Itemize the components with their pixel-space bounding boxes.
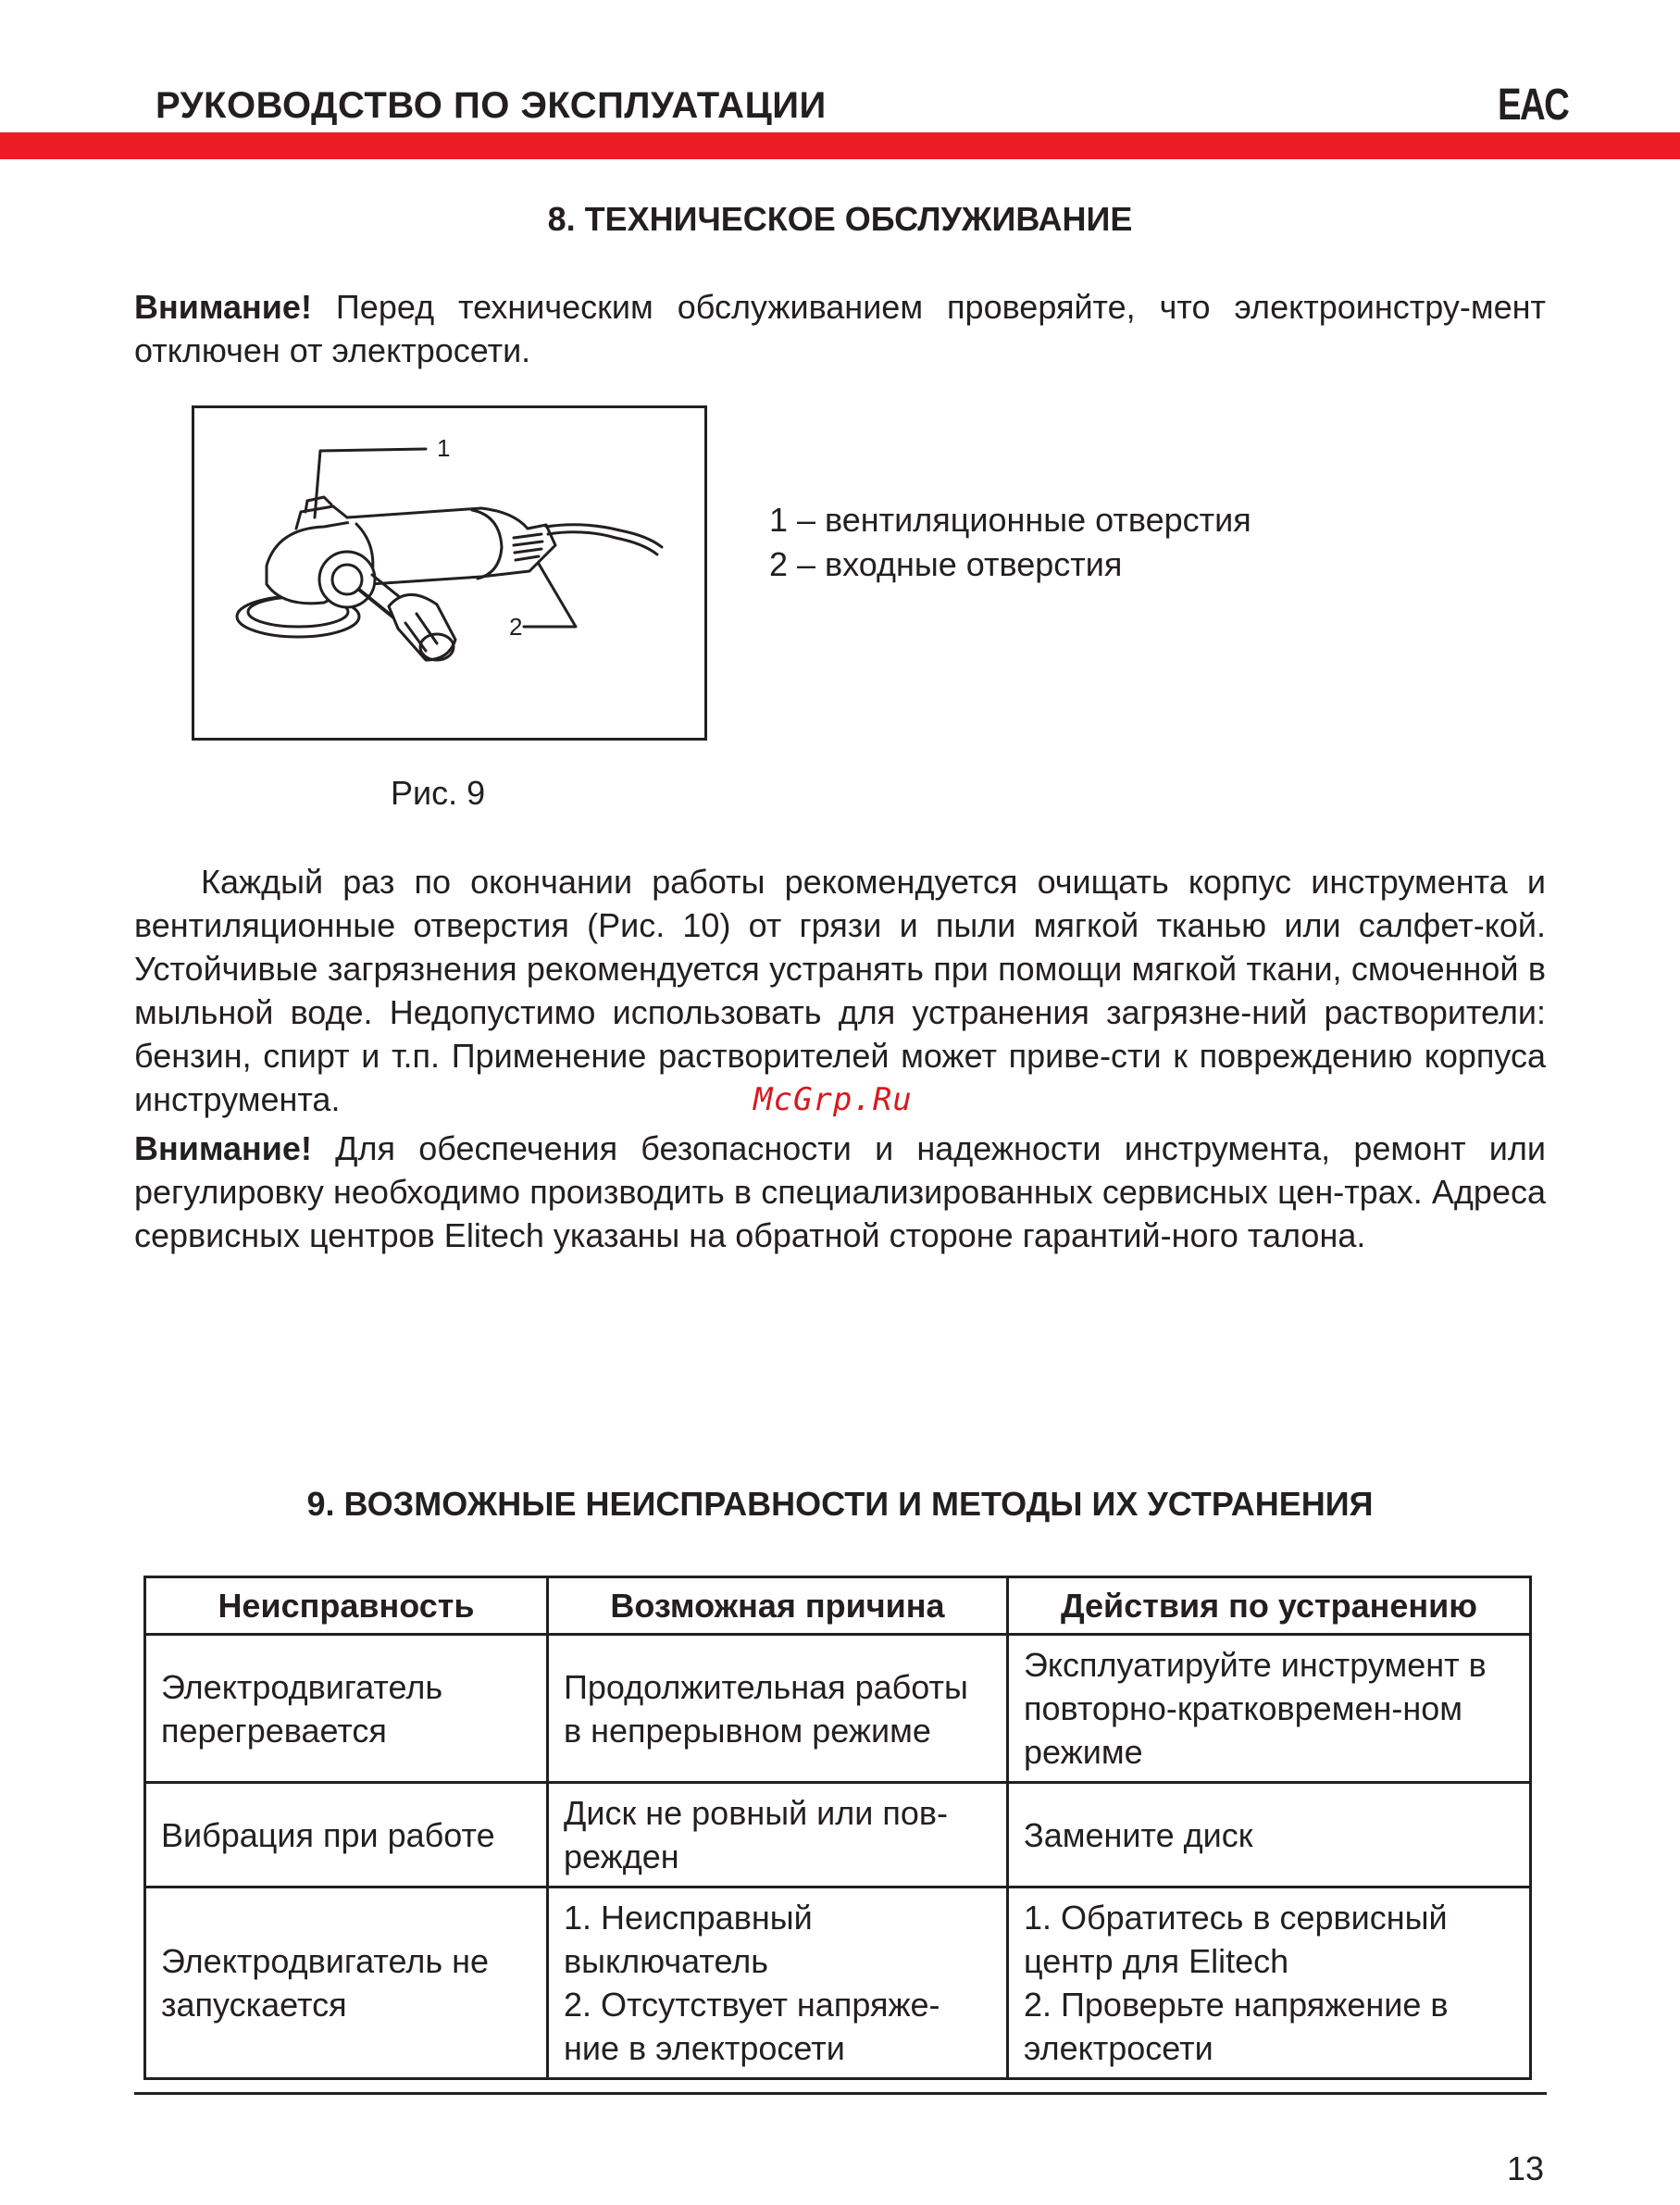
section-9-heading: 9. ВОЗМОЖНЫЕ НЕИСПРАВНОСТИ И МЕТОДЫ ИХ УСТРАНЕНИЯ <box>306 1485 1374 1523</box>
cause-cell: Продолжительная работы в непрерывном режиме <box>548 1635 1008 1783</box>
troubleshooting-table <box>143 1576 1532 2080</box>
warning-paragraph-2 <box>134 1127 1546 1257</box>
cause-cell: 1. Неисправный выключатель 2. Отсутствует напряже-ние в электросети <box>548 1887 1008 2079</box>
legend-item-1: 1 – вентиляционные отверстия <box>769 501 1251 539</box>
legend-item-2: 2 – входные отверстия <box>769 545 1123 583</box>
cause-cell: Диск не ровный или пов-режден <box>548 1783 1008 1887</box>
table-header-row <box>145 1577 1531 1635</box>
column-header-action: Действия по устранению <box>1008 1577 1531 1635</box>
figure-caption: Рис. 9 <box>391 774 486 812</box>
action-cell: 1. Обратитесь в сервисный центр для Elitech 2. Проверьте напряжение в электросети <box>1008 1887 1531 2079</box>
warning-label: Внимание! <box>134 288 312 326</box>
fault-cell: Вибрация при работе <box>145 1783 548 1887</box>
fault-cell: Электродвигатель не запускается <box>145 1887 548 2079</box>
footer-rule <box>134 2092 1547 2095</box>
fault-cell: Электродвигатель перегревается <box>145 1635 548 1783</box>
column-header-cause: Возможная причина <box>548 1577 1008 1635</box>
warning2-text: Для обеспечения безопасности и надежности инструмента, ремонт или регулировку необходимо производить в специализированных сервисных цен-трах. Адреса сервисных центров Elitech указаны на обратной стороне гарантий-ного талона. <box>134 1129 1546 1254</box>
watermark-text: McGrp.Ru <box>753 1081 913 1118</box>
column-header-fault: Неисправность <box>145 1577 548 1635</box>
angle-grinder-illustration <box>194 408 704 738</box>
page-number: 13 <box>1507 2149 1545 2187</box>
table-row <box>145 1887 1531 2079</box>
action-cell: Эксплуатируйте инструмент в повторно-кратковремен-ном режиме <box>1008 1635 1531 1783</box>
callout-1-label: 1 <box>437 434 451 462</box>
warning-text: Перед техническим обслуживанием проверяйте, что электроинстру-мент отключен от электросети. <box>134 288 1546 369</box>
figure-9-frame <box>192 405 707 741</box>
warning2-label: Внимание! <box>134 1129 312 1167</box>
cleaning-paragraph: Каждый раз по окончании работы рекомендуется очищать корпус инструмента и вентиляционные отверстия (Рис. 10) от грязи и пыли мягкой тканью или салфет-кой. Устойчивые загрязнения рекомендуется устранять при помощи мягкой ткани, смоченной в мыльной воде. Недопустимо использовать для устранения загрязне-ний растворители: бензин, спирт и т.п. Применение растворителей может приве-сти к повреждению корпуса инструмента. <box>134 863 1546 1118</box>
header-red-bar <box>0 132 1680 159</box>
table-row <box>145 1635 1531 1783</box>
warning-paragraph-1 <box>134 285 1546 372</box>
document-header-title: РУКОВОДСТВО ПО ЭКСПЛУАТАЦИИ <box>156 85 827 126</box>
eac-mark: EAC <box>1498 81 1569 130</box>
figure-legend <box>769 498 1251 587</box>
callout-2-label: 2 <box>509 613 523 641</box>
table-row <box>145 1783 1531 1887</box>
action-cell: Замените диск <box>1008 1783 1531 1887</box>
section-8-heading: 8. ТЕХНИЧЕСКОЕ ОБСЛУЖИВАНИЕ <box>547 200 1133 238</box>
